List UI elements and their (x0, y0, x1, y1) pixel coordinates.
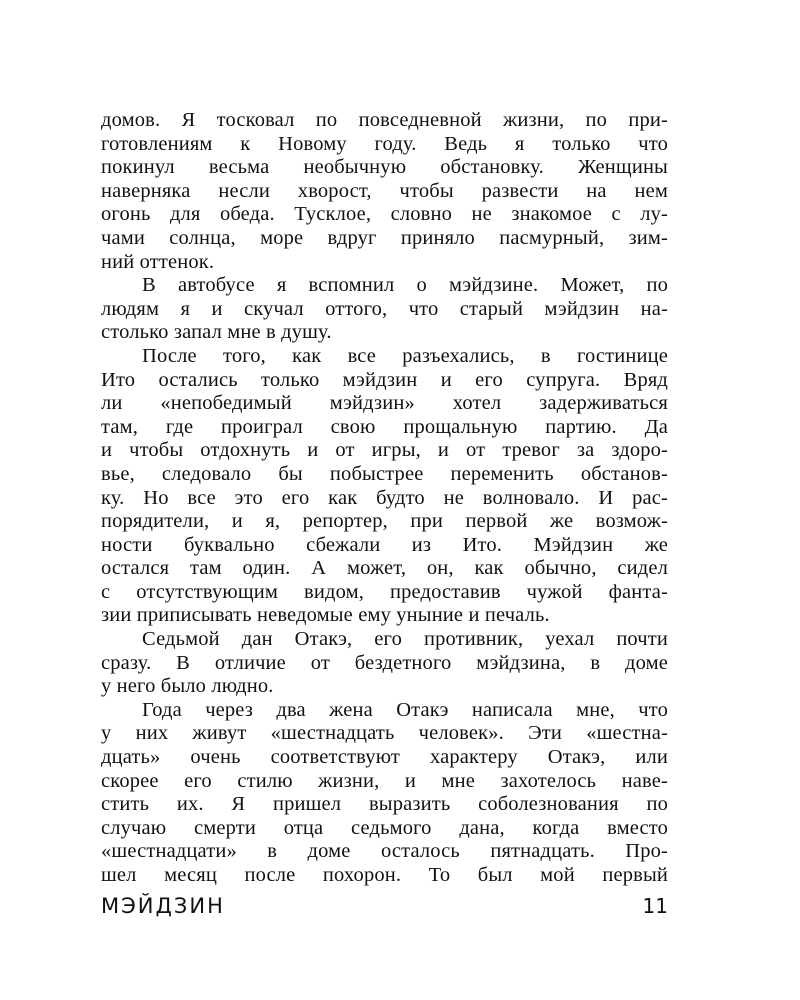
text-line: вье, следовало бы побыстрее переменить обстанов- (101, 462, 668, 485)
text-line: случаю смерти отца седьмого дана, когда вместо (101, 816, 668, 839)
running-title: МЭЙДЗИН (101, 894, 225, 918)
body-text (101, 109, 668, 888)
text-line: скорее его стилю жизни, и мне захотелось наве- (101, 769, 668, 792)
page-number: 11 (642, 894, 668, 918)
text-line: порядители, и я, репортер, при первой же возмож- (101, 510, 668, 533)
text-line: ку. Но все это его как будто не волновало. И рас- (101, 486, 668, 509)
paragraph-first-line: В автобусе я вспомнил о мэйдзине. Может, по (142, 274, 668, 297)
text-line: с отсутствующим видом, предоставив чужой фанта- (101, 580, 668, 603)
paragraph-first-line: Седьмой дан Отакэ, его противник, уехал почти (142, 628, 668, 651)
text-line: «шестнадцати» в доме осталось пятнадцать. Про- (101, 840, 668, 863)
text-line: ли «непобедимый мэйдзин» хотел задерживаться (101, 392, 668, 415)
text-line: домов. Я тосковал по повседневной жизни, по при- (101, 109, 668, 131)
text-line: Ито остались только мэйдзин и его супруга. Вряд (101, 368, 668, 391)
text-line: дцать» очень соответствуют характеру Отакэ, или (101, 746, 668, 769)
text-line: покинул весьма необычную обстановку. Женщины (101, 156, 668, 179)
text-line: наверняка несли хворост, чтобы развести на нем (101, 179, 668, 202)
text-line: готовлениям к Новому году. Ведь я только что (101, 132, 668, 155)
text-line: сразу. В отличие от бездетного мэйдзина, в доме (101, 651, 668, 674)
text-line: шел месяц после похорон. То был мой первый (101, 864, 668, 886)
text-line: у них живут «шестнадцать человек». Эти «шестна- (101, 722, 668, 745)
text-line: стить их. Я пришел выразить соболезнования по (101, 793, 668, 816)
text-line: огонь для обеда. Тусклое, словно не знакомое с лу- (101, 203, 668, 226)
text-line: ности буквально сбежали из Ито. Мэйдзин же (101, 533, 668, 556)
paragraph-first-line: После того, как все разъехались, в гостинице (142, 344, 668, 367)
text-line: столько запал мне в душу. (101, 321, 332, 344)
text-line: и чтобы отдохнуть и от игры, и от тревог за здоро- (101, 439, 668, 462)
text-line: чами солнца, море вдруг приняло пасмурный, зим- (101, 226, 668, 249)
text-line: людям я и скучал оттого, что старый мэйдзин на- (101, 297, 668, 320)
text-line: зии приписывать неведомые ему уныние и печаль. (101, 604, 550, 627)
text-line: у него было людно. (101, 675, 274, 698)
paragraph-first-line: Года через два жена Отакэ написала мне, что (142, 698, 668, 721)
text-line: остался там один. А может, он, как обычно, сидел (101, 557, 668, 580)
page-footer (101, 894, 668, 924)
text-line: ний оттенок. (101, 250, 215, 273)
text-line: там, где проиграл свою прощальную партию. Да (101, 415, 668, 438)
